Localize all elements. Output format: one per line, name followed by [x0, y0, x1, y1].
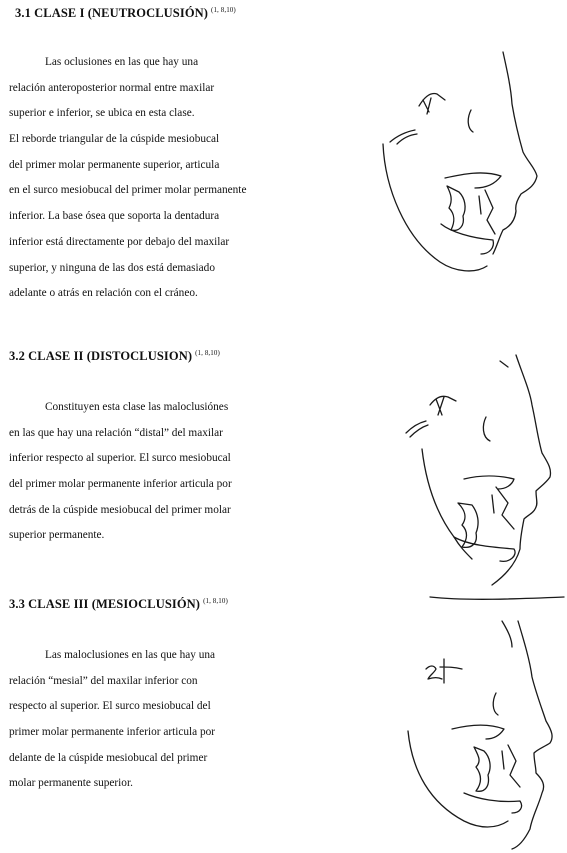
text-line: superior e inferior, se ubica en esta clase.: [9, 107, 195, 120]
paragraph-clase-i: [9, 50, 246, 307]
text-line: del primer molar permanente superior, articula: [9, 158, 220, 171]
text-line: Las maloclusiones en las que hay una: [45, 649, 216, 661]
section-title: CLASE III (MESIOCLUSIÓN): [28, 597, 201, 611]
text-line: inferior está directamente por debajo del maxilar: [9, 235, 230, 248]
paragraph-clase-iii: [9, 643, 215, 797]
section-title: CLASE II (DISTOCLUSION): [28, 349, 193, 363]
text-line: inferior respecto al superior. El surco mesiobucal: [9, 452, 231, 465]
profile-drawing-clase-i: [375, 48, 545, 280]
paragraph-clase-ii: [9, 395, 232, 549]
section-number: 3.2: [9, 349, 25, 363]
text-line: respecto al superior. El surco mesiobucal del: [9, 700, 211, 713]
text-line: Las oclusiones en las que hay una: [45, 56, 199, 68]
text-line: adelante o atrás en relación con el cráneo.: [9, 287, 198, 300]
text-line: molar permanente superior.: [9, 777, 133, 790]
profile-drawing-clase-ii: [396, 353, 566, 603]
heading-clase-ii: [9, 349, 220, 364]
section-number: 3.1: [15, 6, 31, 20]
heading-clase-i: [15, 6, 236, 21]
text-line: inferior. La base ósea que soporta la dentadura: [9, 210, 220, 223]
references: (1, 8,10): [203, 597, 228, 605]
class-iii-profile-sketch: [404, 617, 564, 851]
profile-drawing-clase-iii: [404, 617, 564, 851]
text-line: delante de la cúspide mesiobucal del primer: [9, 751, 208, 764]
class-ii-profile-sketch: [396, 353, 566, 603]
text-line: relación anteroposterior normal entre maxilar: [9, 81, 215, 94]
text-line: Constituyen esta clase las maloclusiónes: [45, 401, 229, 413]
text-line: detrás de la cúspide mesiobucal del primer molar: [9, 503, 231, 516]
section-title: CLASE I (NEUTROCLUSIÓN): [34, 6, 209, 20]
text-line: El reborde triangular de la cúspide mesiobucal: [9, 133, 220, 146]
section-number: 3.3: [9, 597, 25, 611]
text-line: en las que hay una relación “distal” del maxilar: [9, 426, 223, 439]
references: (1, 8,10): [211, 6, 236, 14]
references: (1, 8,10): [195, 349, 220, 357]
text-line: superior, y ninguna de las dos está demasiado: [9, 261, 215, 274]
text-line: en el surco mesiobucal del primer molar permanente: [9, 184, 247, 197]
text-line: del primer molar permanente inferior articula por: [9, 478, 232, 491]
text-line: superior permanente.: [9, 529, 105, 542]
class-i-profile-sketch: [375, 48, 545, 280]
text-line: primer molar permanente inferior articula por: [9, 726, 216, 739]
heading-clase-iii: [9, 597, 228, 612]
text-line: relación “mesial” del maxilar inferior con: [9, 674, 198, 687]
